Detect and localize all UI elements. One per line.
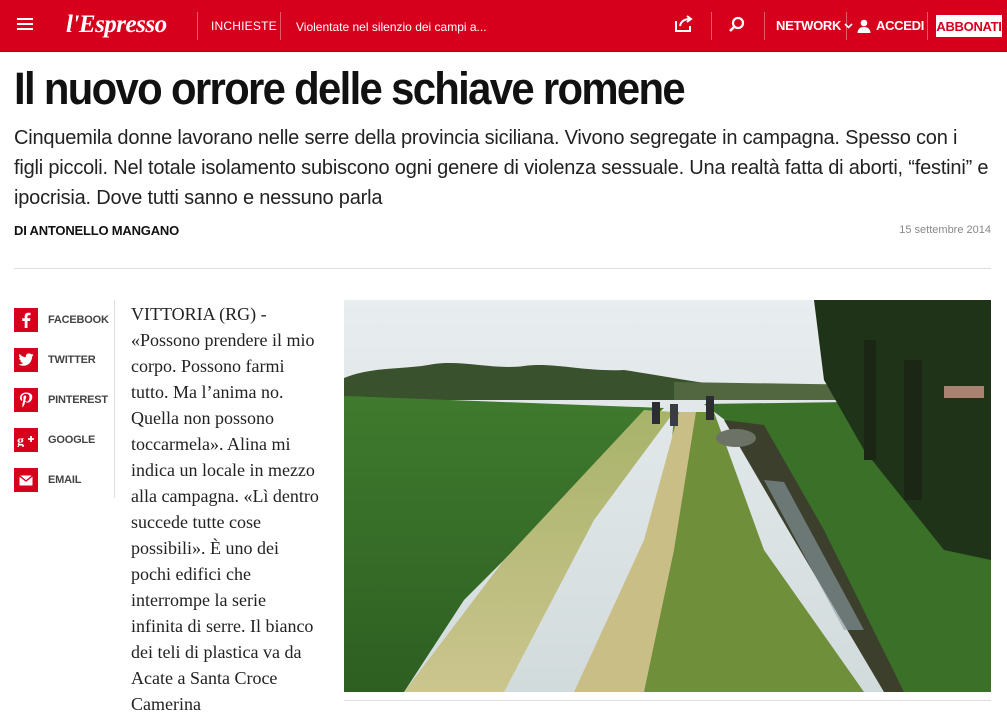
nav-divider bbox=[927, 12, 928, 40]
headline-teaser[interactable]: Violentate nel silenzio dei campi a... bbox=[296, 20, 487, 34]
share-divider bbox=[114, 300, 115, 498]
share-pinterest[interactable] bbox=[14, 380, 114, 420]
twitter-icon bbox=[14, 348, 38, 372]
share-twitter[interactable] bbox=[14, 340, 114, 380]
share-google-label: GOOGLE bbox=[48, 434, 96, 446]
nav-divider bbox=[846, 12, 847, 40]
facebook-icon bbox=[14, 308, 38, 332]
photo-divider bbox=[344, 700, 991, 701]
email-icon bbox=[14, 468, 38, 492]
article-date: 15 settembre 2014 bbox=[899, 224, 991, 236]
top-navigation-bar bbox=[0, 0, 1007, 52]
nav-divider bbox=[764, 12, 765, 40]
share-twitter-label: TWITTER bbox=[48, 354, 96, 366]
article-body: VITTORIA (RG) - «Possono prendere il mio corpo. Possono farmi tutto. Ma l’anima no. Quella non possono toccarmela». Alina mi indica un locale in mezzo alla campagna. «Lì dentro succede tutte cose possibili». È uno dei pochi edifici che interrompe la serie infinita di serre. Il bianco dei teli di plastica va da Acate a Santa Croce Camerina bbox=[131, 304, 319, 714]
svg-text:g: g bbox=[17, 434, 24, 447]
google-plus-icon bbox=[14, 428, 38, 452]
network-label: NETWORK bbox=[776, 18, 842, 33]
share-facebook-label: FACEBOOK bbox=[48, 314, 109, 326]
share-email[interactable] bbox=[14, 460, 114, 500]
user-icon bbox=[857, 19, 871, 33]
share-list bbox=[14, 300, 114, 500]
share-icon[interactable] bbox=[674, 15, 694, 38]
article-byline[interactable]: DI ANTONELLO MANGANO bbox=[14, 223, 179, 238]
login-button[interactable] bbox=[857, 18, 924, 33]
article-card bbox=[0, 51, 1007, 724]
nav-divider bbox=[711, 12, 712, 40]
article-title: Il nuovo orrore delle schiave romene bbox=[14, 63, 685, 114]
site-logo[interactable]: l'Espresso bbox=[66, 11, 167, 38]
menu-icon[interactable] bbox=[17, 18, 33, 31]
article-photo[interactable] bbox=[344, 300, 991, 692]
nav-divider bbox=[280, 12, 281, 40]
search-icon[interactable] bbox=[728, 16, 746, 39]
network-dropdown[interactable] bbox=[776, 18, 853, 33]
share-pinterest-label: PINTEREST bbox=[48, 394, 108, 406]
header-divider bbox=[14, 268, 991, 269]
article-subtitle: Cinquemila donne lavorano nelle serre della provincia siciliana. Vivono segregate in campagna. Spesso con i figli piccoli. Nel totale isolamento subiscono ogni genere di violenza sessuale. Una realtà fatta di aborti, “festini” e ipocrisia. Dove tutti sanno e nessuno parla bbox=[14, 127, 989, 209]
share-google[interactable] bbox=[14, 420, 114, 460]
section-link-inchieste[interactable]: INCHIESTE bbox=[211, 19, 277, 33]
nav-divider bbox=[197, 12, 198, 40]
pinterest-icon bbox=[14, 388, 38, 412]
share-email-label: EMAIL bbox=[48, 474, 82, 486]
share-facebook[interactable] bbox=[14, 300, 114, 340]
login-label: ACCEDI bbox=[876, 18, 925, 33]
subscribe-button[interactable]: ABBONATI bbox=[936, 15, 1002, 37]
